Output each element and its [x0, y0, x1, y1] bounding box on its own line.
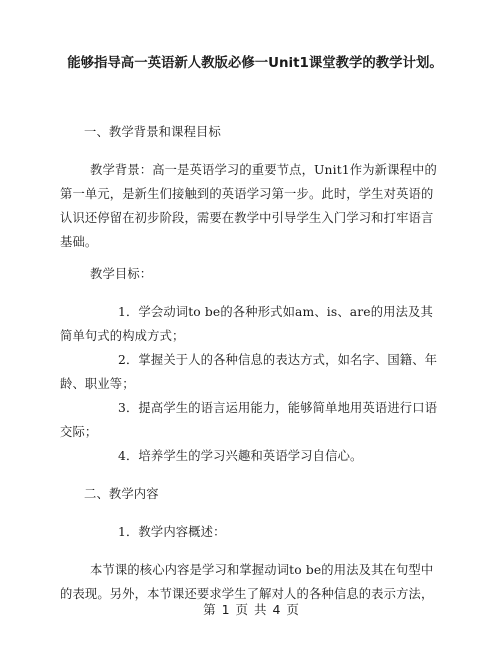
content-paragraph: 本节课的核心内容是学习和掌握动词to be的用法及其在句型中的表现。另外，本节课还要求学生了解对人的各种信息的表示方法， — [60, 563, 434, 601]
objectives-heading: 教学目标： — [90, 267, 153, 281]
content-subheading: 1．教学内容概述： — [118, 525, 226, 539]
objective-item-2: 2．掌握关于人的各种信息的表达方式，如名字、国籍、年龄、职业等； — [60, 353, 438, 391]
section-heading-content: 二、教学内容 — [84, 487, 159, 501]
page-indicator: 第 1 页 共 4 页 — [203, 602, 299, 617]
background-paragraph: 教学背景：高一是英语学习的重要节点，Unit1作为新课程中的第一单元，是新生们接触到的英语学习第一步。此时，学生对英语的认识还停留在初步阶段，需要在教学中引导学生入门学习和打牢语言基础。 — [60, 163, 437, 249]
objective-item-4: 4．培养学生的学习兴趣和英语学习自信心。 — [118, 449, 363, 463]
document-title: 能够指导高一英语新人教版必修一Unit1课堂教学的教学计划。 — [67, 56, 443, 71]
objective-item-3: 3．提高学生的语言运用能力，能够简单地用英语进行口语交际； — [60, 401, 438, 439]
objective-item-1: 1．学会动词to be的各种形式如am、is、are的用法及其简单句式的构成方式； — [60, 305, 433, 343]
section-heading-background: 一、教学背景和课程目标 — [84, 125, 221, 139]
